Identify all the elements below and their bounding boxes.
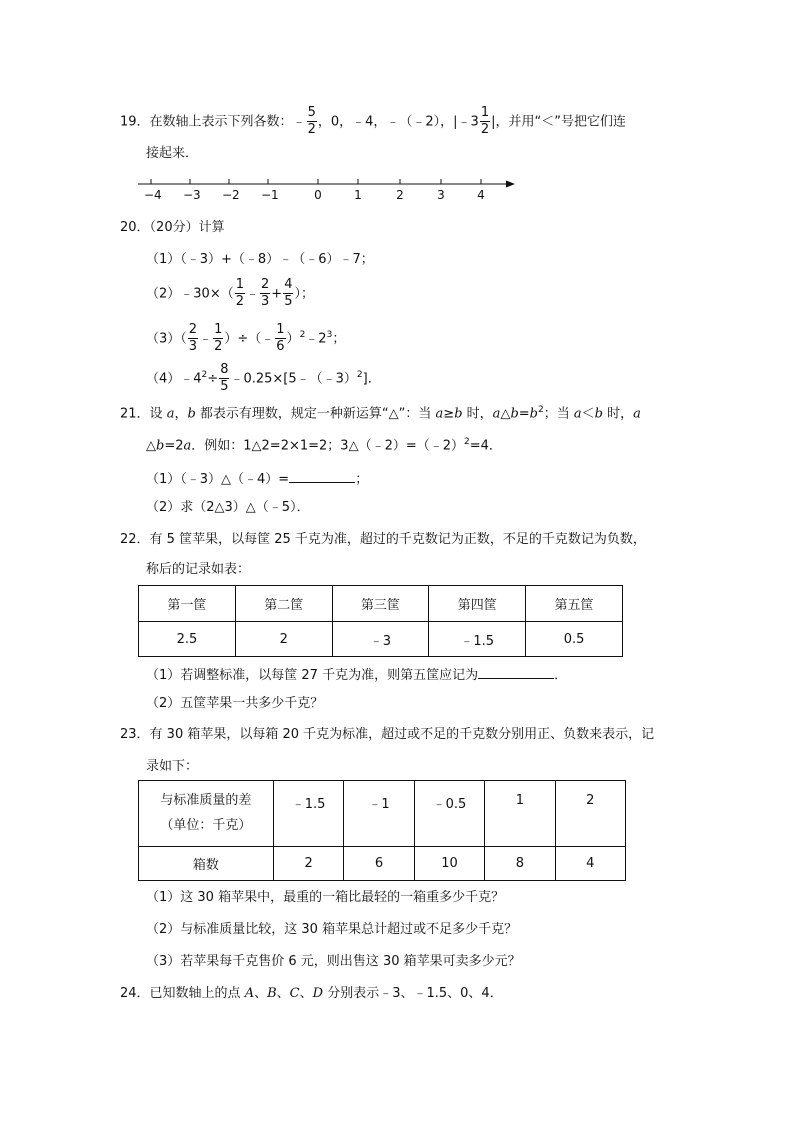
fraction-5-2: $\frac{5}{2}$ <box>307 105 316 138</box>
answer-blank[interactable] <box>289 470 355 483</box>
q23-table <box>138 780 626 881</box>
table-cell: ﹣3 <box>332 622 429 657</box>
table-cell: 1 <box>485 781 555 847</box>
number-line-label: 1 <box>354 188 362 202</box>
q23-part3: （3）若苹果每千克售价 6 元，则出售这 30 箱苹果可卖多少元？ <box>146 954 521 969</box>
q19-line1: 19．在数轴上表示下列各数：﹣ $\frac{5}{2}$ ，0，﹣4，﹣（﹣2），|﹣3 $\frac{1}{2}$ |，并用“＜”号把它们连 <box>120 105 626 138</box>
table-header-row <box>139 586 623 622</box>
table-cell: 2.5 <box>139 622 236 657</box>
number-line-label: 2 <box>396 188 404 202</box>
table-cell: 10 <box>414 847 484 881</box>
number-line-label: −2 <box>222 188 240 202</box>
table-row <box>139 847 626 881</box>
table-header-cell: 第一筐 <box>139 586 236 622</box>
number-line-label: 0 <box>314 188 322 202</box>
table-header-cell: 第四筐 <box>429 586 526 622</box>
q20-heading: 20．（20分）计算 <box>120 220 225 235</box>
q21-part1: （1）（﹣3）△（﹣4）= ； <box>146 472 369 487</box>
number-line-label: −1 <box>261 188 279 202</box>
answer-blank[interactable] <box>478 666 554 679</box>
q20-part3: （3）（ $\frac{2}{3}$ ﹣ $\frac{1}{2}$ ）÷（﹣ $\frac{1}{6}$ ）$^2﹣2^3$； <box>146 322 346 355</box>
number-line-label: −4 <box>144 188 162 202</box>
number-line-label: −3 <box>183 188 201 202</box>
q22-part1: （1）若调整标准，以每筐 27 千克为准，则第五筐应记为 ． <box>146 668 568 683</box>
q24-line1: 24．已知数轴上的点 A、B、C、D 分别表示﹣3、﹣1.5、0、4． <box>120 986 503 1001</box>
q21-line1: 21．设 a，b 都表示有理数，规定一种新运算“△”：当 a≥b 时，$a\triangle b=b^2$；当 a＜b 时，a <box>120 405 641 422</box>
table-row-label: 与标准质量的差 （单位：千克） <box>139 781 274 847</box>
number-line-label: 4 <box>477 188 485 202</box>
table-cell: 4 <box>555 847 625 881</box>
table-header-cell: 第二筐 <box>235 586 332 622</box>
table-cell: 2 <box>555 781 625 847</box>
table-cell: 6 <box>344 847 414 881</box>
q23-line2: 录如下： <box>146 759 199 774</box>
number-line-label: 3 <box>437 188 445 202</box>
q19-line2: 接起来． <box>146 146 199 161</box>
q23-line1: 23．有 30 箱苹果，以每箱 20 千克为标准，超过或不足的千克数分别用正、负数来表示，记 <box>120 727 655 742</box>
table-cell: ﹣0.5 <box>414 781 484 847</box>
table-cell: 2 <box>273 847 343 881</box>
q21-line2: △b=2a．例如：1△2=2×1=2；3△（﹣2）=（﹣2）$^2$=4． <box>146 437 502 454</box>
q23-part2: （2）与标准质量比较，这 30 箱苹果总计超过或不足多少千克？ <box>146 922 518 937</box>
q22-table <box>138 585 623 657</box>
table-header-cell: 第五筐 <box>526 586 623 622</box>
table-cell: 2 <box>235 622 332 657</box>
q23-part1: （1）这 30 箱苹果中，最重的一箱比最轻的一箱重多少千克？ <box>146 890 505 905</box>
q20-part1: （1）（﹣3）+（﹣8）﹣（﹣6）﹣7； <box>146 252 374 267</box>
table-row <box>139 622 623 657</box>
table-row <box>139 781 626 847</box>
table-cell: 8 <box>485 847 555 881</box>
table-cell: ﹣1.5 <box>429 622 526 657</box>
fraction-1-2: $\frac{1}{2}$ <box>480 105 490 138</box>
table-cell: ﹣1 <box>344 781 414 847</box>
q20-part4: $(4)﹣4^2\div$ $\frac{8}{5}$ ﹣0.25×[5﹣（﹣3）$^2$]． <box>146 362 381 395</box>
table-cell: ﹣1.5 <box>273 781 343 847</box>
q22-part2: （2）五筐苹果一共多少千克？ <box>146 696 324 711</box>
table-row-label: 箱数 <box>139 847 274 881</box>
q22-line1: 22．有 5 筐苹果，以每筐 25 千克为准，超过的千克数记为正数，不足的千克数记为负数， <box>120 532 646 547</box>
q21-part2: （2）求（2△3）△（﹣5）． <box>146 500 310 515</box>
table-cell: 0.5 <box>526 622 623 657</box>
q20-part2: （2）﹣30×（ $\frac{1}{2}$ ﹣ $\frac{2}{3}$ + $\frac{4}{5}$ ）； <box>146 277 314 310</box>
table-header-cell: 第三筐 <box>332 586 429 622</box>
q22-line2: 称后的记录如表： <box>146 562 251 577</box>
